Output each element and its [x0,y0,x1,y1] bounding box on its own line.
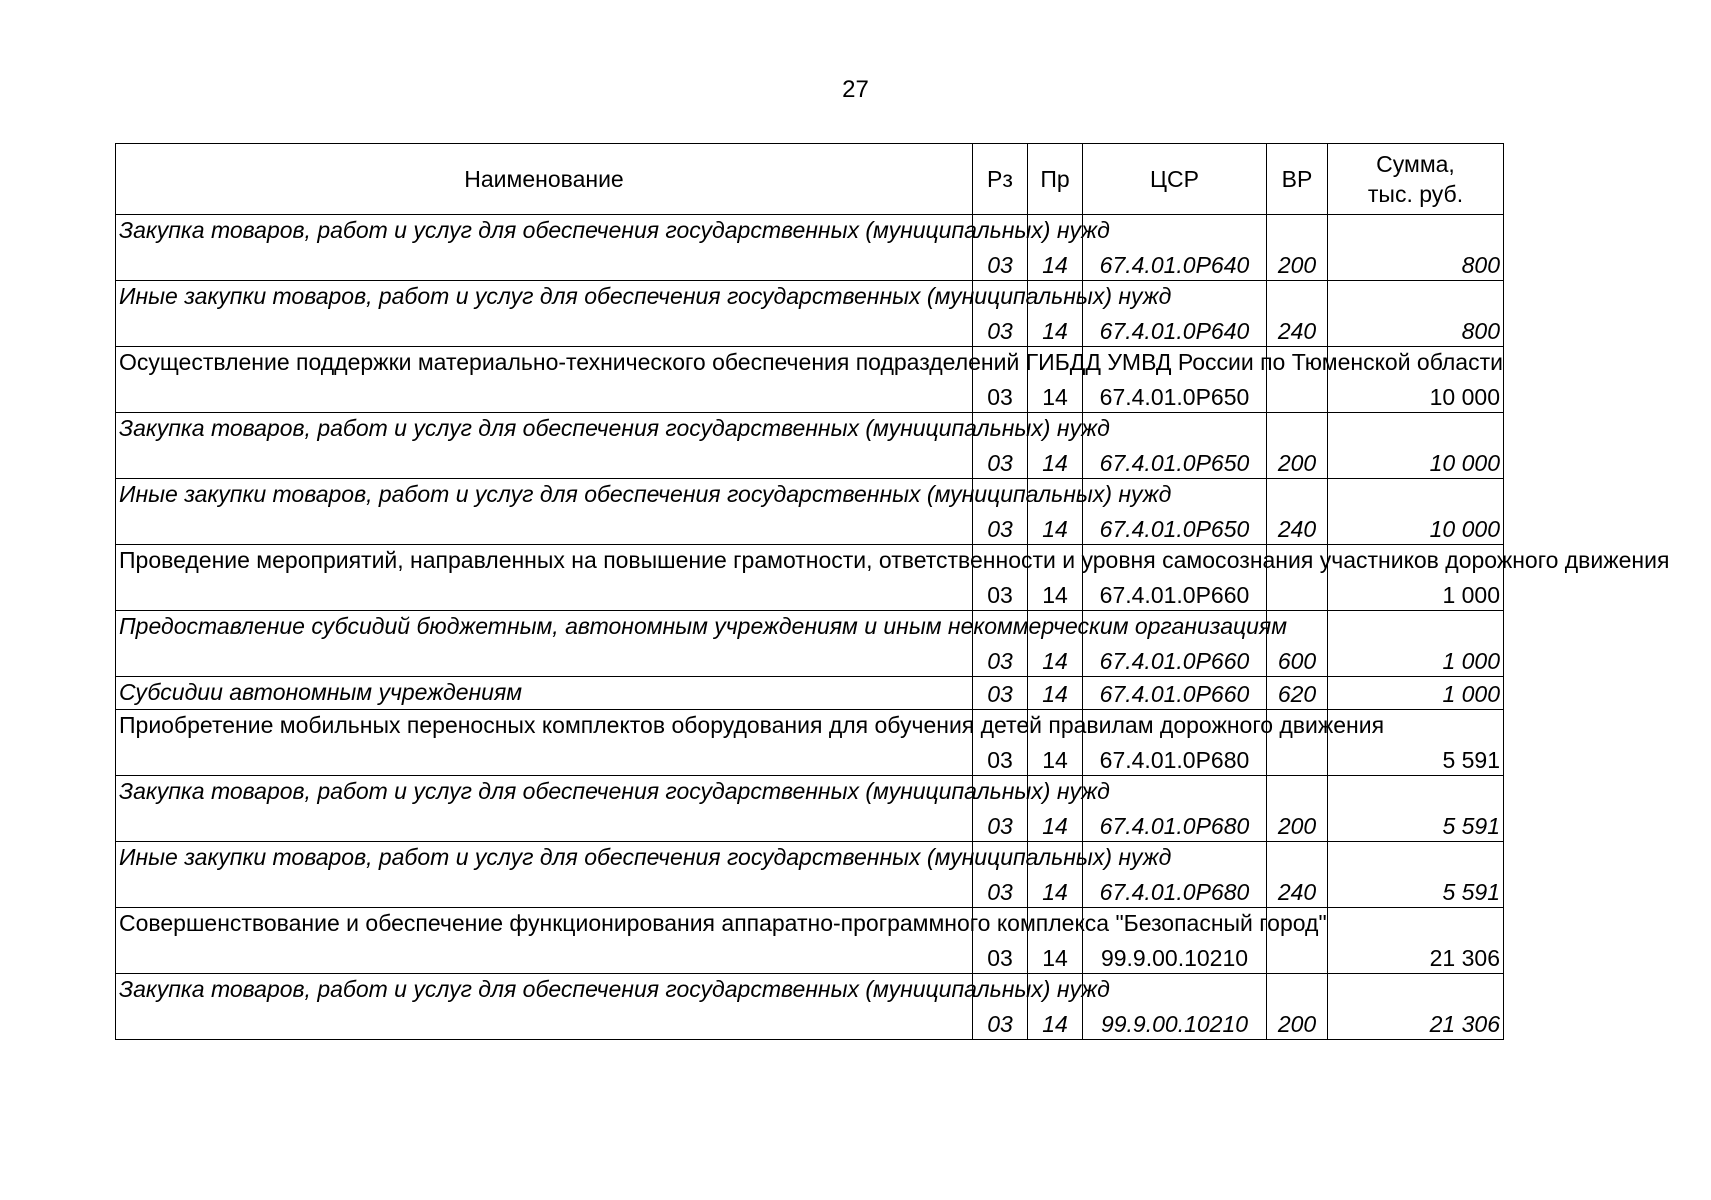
cell-rz: 03 [973,908,1028,974]
cell-vr: 240 [1267,842,1328,908]
table-row [116,611,1504,677]
cell-name: Приобретение мобильных переносных комплектов оборудования для обучения детей правилам дорожного движения [116,710,973,776]
cell-csr: 99.9.00.10210 [1083,908,1267,974]
cell-pr: 14 [1028,842,1083,908]
header-sum [1328,144,1504,215]
cell-vr: 200 [1267,974,1328,1040]
cell-csr: 67.4.01.0Р650 [1083,347,1267,413]
cell-name: Совершенствование и обеспечение функционирования аппаратно-программного комплекса "Безопасный город" [116,908,973,974]
cell-sum: 1 000 [1328,611,1504,677]
cell-csr: 67.4.01.0Р680 [1083,842,1267,908]
cell-rz: 03 [973,347,1028,413]
cell-csr: 67.4.01.0Р680 [1083,776,1267,842]
cell-pr: 14 [1028,479,1083,545]
cell-rz: 03 [973,776,1028,842]
cell-pr: 14 [1028,974,1083,1040]
cell-name: Иные закупки товаров, работ и услуг для обеспечения государственных (муниципальных) нужд [116,842,973,908]
cell-rz: 03 [973,611,1028,677]
cell-rz: 03 [973,842,1028,908]
cell-pr: 14 [1028,776,1083,842]
cell-rz: 03 [973,215,1028,281]
cell-csr: 67.4.01.0Р650 [1083,479,1267,545]
cell-sum: 10 000 [1328,347,1504,413]
cell-sum: 10 000 [1328,413,1504,479]
cell-rz: 03 [973,710,1028,776]
table-header-row [116,144,1504,215]
cell-vr: 200 [1267,776,1328,842]
cell-rz: 03 [973,974,1028,1040]
cell-vr: 620 [1267,677,1328,710]
cell-name: Закупка товаров, работ и услуг для обеспечения государственных (муниципальных) нужд [116,974,973,1040]
cell-csr: 67.4.01.0Р680 [1083,710,1267,776]
header-pr: Пр [1028,144,1083,215]
table-row [116,347,1504,413]
cell-name: Осуществление поддержки материально-технического обеспечения подразделений ГИБДД УМВД России по Тюменской области [116,347,973,413]
cell-sum: 21 306 [1328,974,1504,1040]
header-csr: ЦСР [1083,144,1267,215]
cell-pr: 14 [1028,908,1083,974]
cell-sum: 1 000 [1328,545,1504,611]
header-sum-line2: тыс. руб. [1367,181,1464,207]
cell-sum: 21 306 [1328,908,1504,974]
cell-name: Иные закупки товаров, работ и услуг для обеспечения государственных (муниципальных) нужд [116,281,973,347]
table-body [116,215,1670,1040]
cell-sum: 5 591 [1328,842,1504,908]
cell-csr: 67.4.01.0Р650 [1083,413,1267,479]
cell-csr: 67.4.01.0Р660 [1083,677,1267,710]
cell-csr: 67.4.01.0Р640 [1083,215,1267,281]
cell-rz: 03 [973,545,1028,611]
header-vr: ВР [1267,144,1328,215]
table-row [116,215,1504,281]
cell-rz: 03 [973,413,1028,479]
table-row [116,413,1504,479]
cell-pr: 14 [1028,281,1083,347]
cell-sum: 10 000 [1328,479,1504,545]
cell-vr: 600 [1267,611,1328,677]
cell-sum: 5 591 [1328,776,1504,842]
table-row [116,908,1504,974]
cell-pr: 14 [1028,347,1083,413]
cell-pr: 14 [1028,677,1083,710]
cell-csr: 67.4.01.0Р660 [1083,545,1267,611]
cell-name: Проведение мероприятий, направленных на повышение грамотности, ответственности и уровня самосознания участников дорожного движения [116,545,973,611]
cell-pr: 14 [1028,413,1083,479]
table-row [116,776,1504,842]
cell-sum: 5 591 [1328,710,1504,776]
header-rz: Рз [973,144,1028,215]
cell-name: Иные закупки товаров, работ и услуг для обеспечения государственных (муниципальных) нужд [116,479,973,545]
table-row [116,281,1504,347]
page-number: 27 [842,76,869,103]
cell-vr: 200 [1267,413,1328,479]
cell-name: Субсидии автономным учреждениям [116,677,973,710]
cell-vr: 240 [1267,281,1328,347]
header-sum-line1: Сумма, [1376,151,1455,177]
cell-sum: 800 [1328,281,1504,347]
cell-pr: 14 [1028,545,1083,611]
cell-name: Предоставление субсидий бюджетным, автономным учреждениям и иным некоммерческим организациям [116,611,973,677]
cell-rz: 03 [973,281,1028,347]
cell-vr: 240 [1267,479,1328,545]
table-row [116,710,1504,776]
cell-name: Закупка товаров, работ и услуг для обеспечения государственных (муниципальных) нужд [116,413,973,479]
cell-csr: 99.9.00.10210 [1083,974,1267,1040]
cell-rz: 03 [973,677,1028,710]
cell-name: Закупка товаров, работ и услуг для обеспечения государственных (муниципальных) нужд [116,776,973,842]
cell-pr: 14 [1028,710,1083,776]
cell-pr: 14 [1028,611,1083,677]
cell-name: Закупка товаров, работ и услуг для обеспечения государственных (муниципальных) нужд [116,215,973,281]
budget-table [115,143,1670,1040]
table-row [116,545,1504,611]
cell-pr: 14 [1028,215,1083,281]
header-name: Наименование [116,144,973,215]
table-row [116,974,1504,1040]
table-row [116,677,1504,710]
cell-csr: 67.4.01.0Р640 [1083,281,1267,347]
cell-sum: 1 000 [1328,677,1504,710]
cell-sum: 800 [1328,215,1504,281]
cell-vr: 200 [1267,215,1328,281]
table-row [116,842,1504,908]
cell-csr: 67.4.01.0Р660 [1083,611,1267,677]
cell-rz: 03 [973,479,1028,545]
table-row [116,479,1504,545]
